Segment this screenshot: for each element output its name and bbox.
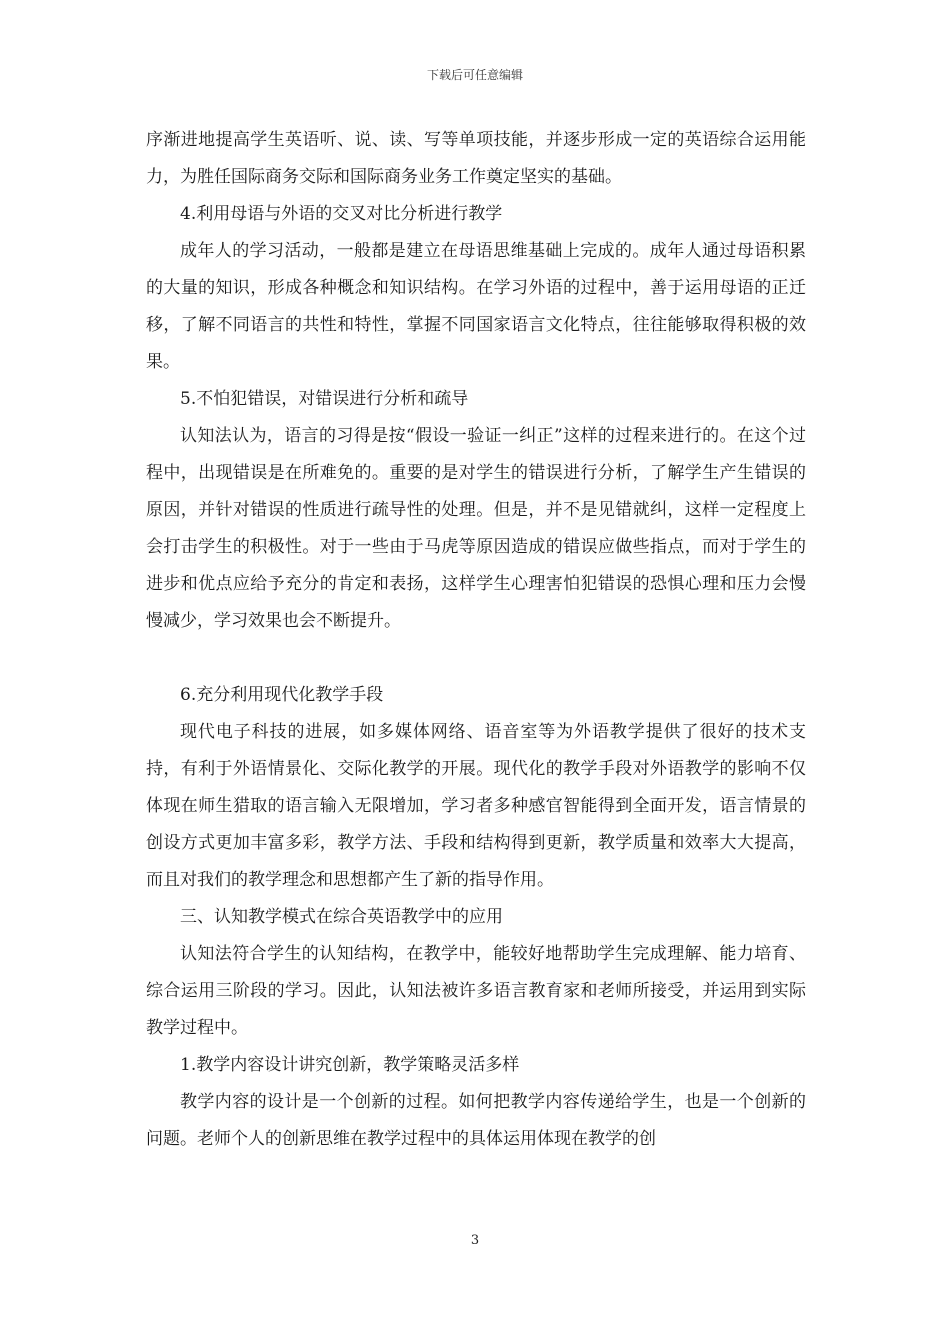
page-number: 3 xyxy=(470,1233,480,1248)
paragraph-continued: 序渐进地提高学生英语听、说、读、写等单项技能，并逐步形成一定的英语综合运用能力，为胜任国际商务交际和国际商务业务工作奠定坚实的基础。 xyxy=(146,130,806,187)
section-heading-5: 5.不怕犯错误，对错误进行分析和疏导 xyxy=(180,389,469,409)
section-heading-4: 4.利用母语与外语的交叉对比分析进行教学 xyxy=(180,204,503,224)
page-header: 下载后可任意编辑 xyxy=(426,68,523,82)
paragraph-mother-tongue: 成年人的学习活动，一般都是建立在母语思维基础上完成的。成年人通过母语积累的大量的知识，形成各种概念和知识结构。在学习外语的过程中，善于运用母语的正迁移，了解不同语言的共性和特性，掌握不同国家语言文化特点，往往能够取得积极的效果。 xyxy=(146,241,806,372)
paragraph-modern-means: 现代电子科技的进展，如多媒体网络、语音室等为外语教学提供了很好的技术支持，有利于外语情景化、交际化教学的开展。现代化的教学手段对外语教学的影响不仅体现在师生猎取的语言输入无限增加，学习者多种感官智能得到全面开发，语言情景的创设方式更加丰富多彩，教学方法、手段和结构得到更新，教学质量和效率大大提高，而且对我们的教学理念和思想都产生了新的指导作用。 xyxy=(146,722,806,890)
paragraph-gap xyxy=(146,640,806,677)
paragraph-errors: 认知法认为，语言的习得是按“假设一验证一纠正”这样的过程来进行的。在这个过程中，出现错误是在所难免的。重要的是对学生的错误进行分析，了解学生产生错误的原因，并针对错误的性质进行疏导性的处理。但是，并不是见错就纠，这样一定程度上会打击学生的积极性。对于一些由于马虎等原因造成的错误应做些指点，而对于学生的进步和优点应给予充分的肯定和表扬，这样学生心理害怕犯错误的恐惧心理和压力会慢慢减少，学习效果也会不断提升。 xyxy=(146,426,806,631)
section-heading-1: 1.教学内容设计讲究创新，教学策略灵活多样 xyxy=(180,1055,520,1075)
paragraph-cognitive-method: 认知法符合学生的认知结构，在教学中，能较好地帮助学生完成理解、能力培育、综合运用三阶段的学习。因此，认知法被许多语言教育家和老师所接受，并运用到实际教学过程中。 xyxy=(146,944,806,1038)
section-heading-three: 三、认知教学模式在综合英语教学中的应用 xyxy=(180,907,503,927)
document-body xyxy=(146,122,806,1158)
section-heading-6: 6.充分利用现代化教学手段 xyxy=(180,685,384,705)
paragraph-content-design: 教学内容的设计是一个创新的过程。如何把教学内容传递给学生，也是一个创新的问题。老师个人的创新思维在教学过程中的具体运用体现在教学的创 xyxy=(146,1092,806,1149)
